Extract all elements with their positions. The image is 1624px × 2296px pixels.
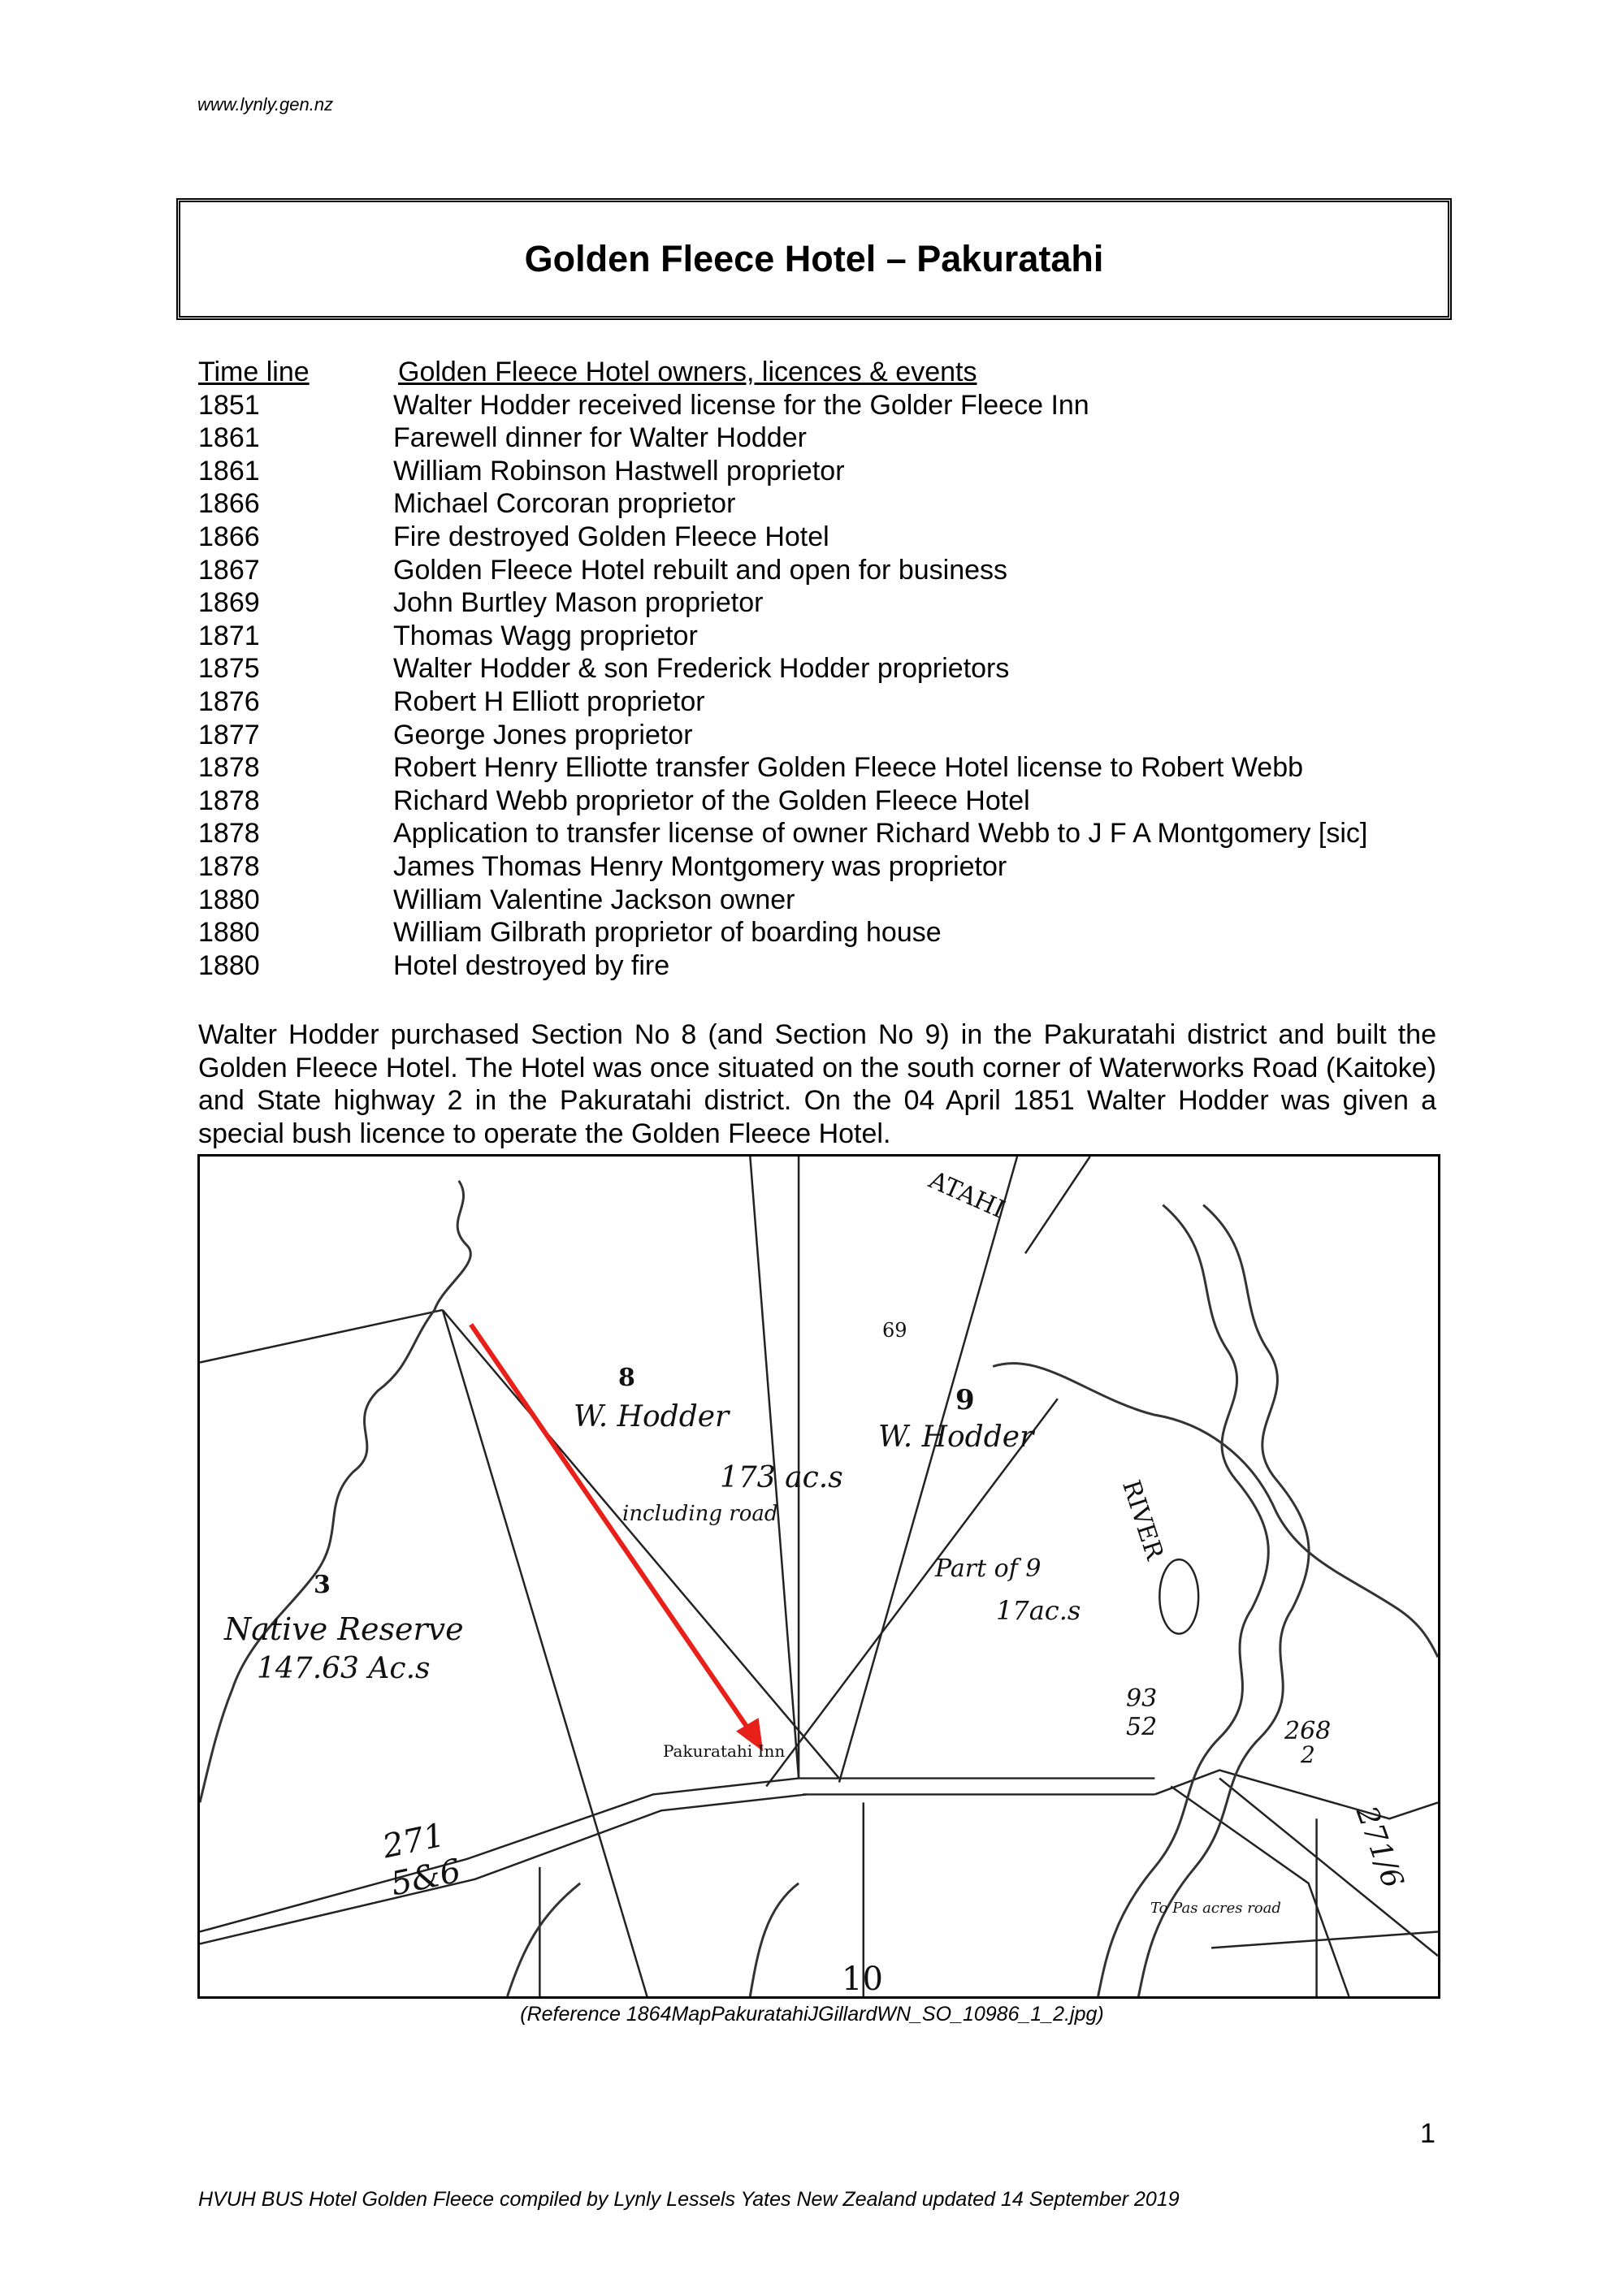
timeline-year: 1861 <box>198 455 260 486</box>
timeline-year: 1880 <box>198 884 260 915</box>
timeline-row <box>198 751 1457 785</box>
timeline-year: 1878 <box>198 818 260 850</box>
timeline-year: 1880 <box>198 917 260 949</box>
map-label-note-road: To Pas acres road <box>1150 1900 1281 1917</box>
timeline-event: Thomas Wagg proprietor <box>393 620 698 651</box>
map-label-native-reserve: Native Reserve <box>224 1611 464 1647</box>
map-label-acres-173: 173 ac.s <box>720 1461 843 1494</box>
timeline-event: Walter Hodder & son Frederick Hodder proprietors <box>393 653 1010 685</box>
map-label-acres-17: 17ac.s <box>996 1595 1081 1626</box>
map-label-section8: 8 <box>618 1364 635 1392</box>
map-label-lot-2: 2 <box>1301 1741 1315 1768</box>
timeline-event: William Valentine Jackson owner <box>393 884 795 915</box>
timeline-event: John Burtley Mason proprietor <box>393 587 764 619</box>
timeline-row <box>198 817 1457 850</box>
timeline-event: Application to transfer license of owner Richard Webb to J F A Montgomery [sic] <box>393 818 1368 850</box>
timeline-year: 1861 <box>198 422 260 454</box>
map-label-lot-93: 93 <box>1126 1684 1158 1713</box>
timeline-row <box>198 554 1457 587</box>
timeline-event: Robert Henry Elliotte transfer Golden Fleece Hotel license to Robert Webb <box>393 752 1304 784</box>
timeline-year: 1851 <box>198 389 260 421</box>
timeline-event: Robert H Elliott proprietor <box>393 685 705 717</box>
page-footer: HVUH BUS Hotel Golden Fleece compiled by Lynly Lessels Yates New Zealand updated 14 September 2019 <box>198 2188 1180 2211</box>
map-label-lot-268: 268 <box>1284 1717 1332 1745</box>
timeline-event: Michael Corcoran proprietor <box>393 488 736 520</box>
timeline-row <box>198 652 1457 685</box>
timeline-year: 1880 <box>198 949 260 981</box>
timeline-event: James Thomas Henry Montgomery was proprietor <box>393 850 1007 882</box>
map-label-number-69: 69 <box>882 1319 907 1342</box>
timeline-row <box>198 422 1457 455</box>
site-url[interactable]: www.lynly.gen.nz <box>197 94 334 115</box>
timeline-event: Hotel destroyed by fire <box>393 949 670 981</box>
timeline-row <box>198 389 1457 422</box>
map-label-atahi: ATAHI <box>925 1165 1009 1225</box>
map-label-including-road: including road <box>622 1502 778 1526</box>
timeline-year: 1866 <box>198 521 260 552</box>
timeline-row <box>198 785 1457 818</box>
map-label-part-of-9: Part of 9 <box>935 1554 1042 1583</box>
timeline-row <box>198 586 1457 620</box>
map-label-lot-2716: 271/6 <box>1349 1801 1410 1893</box>
map-label-lot-52: 52 <box>1126 1713 1158 1741</box>
page-title: Golden Fleece Hotel – Pakuratahi <box>524 238 1104 279</box>
timeline-row <box>198 455 1457 488</box>
timeline-year: 1875 <box>198 653 260 685</box>
timeline-year: 1878 <box>198 850 260 882</box>
timeline-event: William Gilbrath proprietor of boarding house <box>393 917 942 949</box>
map-label-hodder-right: W. Hodder <box>878 1420 1034 1454</box>
timeline-row <box>198 884 1457 917</box>
map-label-section3: 3 <box>314 1571 331 1599</box>
timeline-year: 1878 <box>198 752 260 784</box>
timeline-header <box>198 356 1457 389</box>
timeline-year-header: Time line <box>198 357 310 387</box>
timeline-year: 1878 <box>198 785 260 816</box>
timeline-event: Golden Fleece Hotel rebuilt and open for business <box>393 554 1008 586</box>
timeline-event: Walter Hodder received license for the Golder Fleece Inn <box>393 389 1089 421</box>
timeline-table <box>198 356 1457 982</box>
timeline-event: Farewell dinner for Walter Hodder <box>393 422 807 454</box>
timeline-row <box>198 521 1457 554</box>
survey-map-image <box>197 1154 1440 1999</box>
map-label-section9: 9 <box>955 1384 975 1416</box>
timeline-row <box>198 620 1457 653</box>
title-box <box>176 198 1452 320</box>
map-label-inn: Pakuratahi Inn <box>663 1741 786 1761</box>
map-linework <box>200 1157 1438 1996</box>
timeline-row <box>198 916 1457 949</box>
timeline-year: 1867 <box>198 554 260 586</box>
map-label-lot-586: 5&6 <box>388 1852 465 1904</box>
timeline-row <box>198 719 1457 752</box>
page-number: 1 <box>1420 2118 1436 2149</box>
timeline-year: 1876 <box>198 685 260 717</box>
map-label-hodder-left: W. Hodder <box>574 1400 730 1433</box>
timeline-year: 1871 <box>198 620 260 651</box>
timeline-event: William Robinson Hastwell proprietor <box>393 455 845 486</box>
timeline-row <box>198 850 1457 884</box>
timeline-row <box>198 685 1457 719</box>
timeline-event: Fire destroyed Golden Fleece Hotel <box>393 521 829 552</box>
map-label-section10: 10 <box>842 1961 883 1998</box>
timeline-year: 1869 <box>198 587 260 619</box>
timeline-row <box>198 949 1457 983</box>
image-caption: (Reference 1864MapPakuratahiJGillardWN_SO_10986_1_2.jpg) <box>520 2003 1104 2026</box>
timeline-event: Richard Webb proprietor of the Golden Fleece Hotel <box>393 785 1030 816</box>
history-paragraph: Walter Hodder purchased Section No 8 (and Section No 9) in the Pakuratahi district and built the Golden Fleece Hotel. The Hotel was once situated on the south corner of Waterworks Road (Kaitoke) and State highway 2 in the Pakuratahi district. On the 04 April 1851 Walter Hodder was given a special bush licence to operate the Golden Fleece Hotel. <box>198 1019 1436 1149</box>
map-label-native-acres: 147.63 Ac.s <box>257 1652 431 1685</box>
timeline-event-header: Golden Fleece Hotel owners, licences & events <box>398 357 977 387</box>
timeline-row <box>198 487 1457 521</box>
timeline-year: 1877 <box>198 719 260 750</box>
map-label-lot-271: 271 <box>379 1816 448 1866</box>
map-label-river: RIVER <box>1116 1477 1169 1563</box>
timeline-year: 1866 <box>198 488 260 520</box>
timeline-event: George Jones proprietor <box>393 719 693 750</box>
